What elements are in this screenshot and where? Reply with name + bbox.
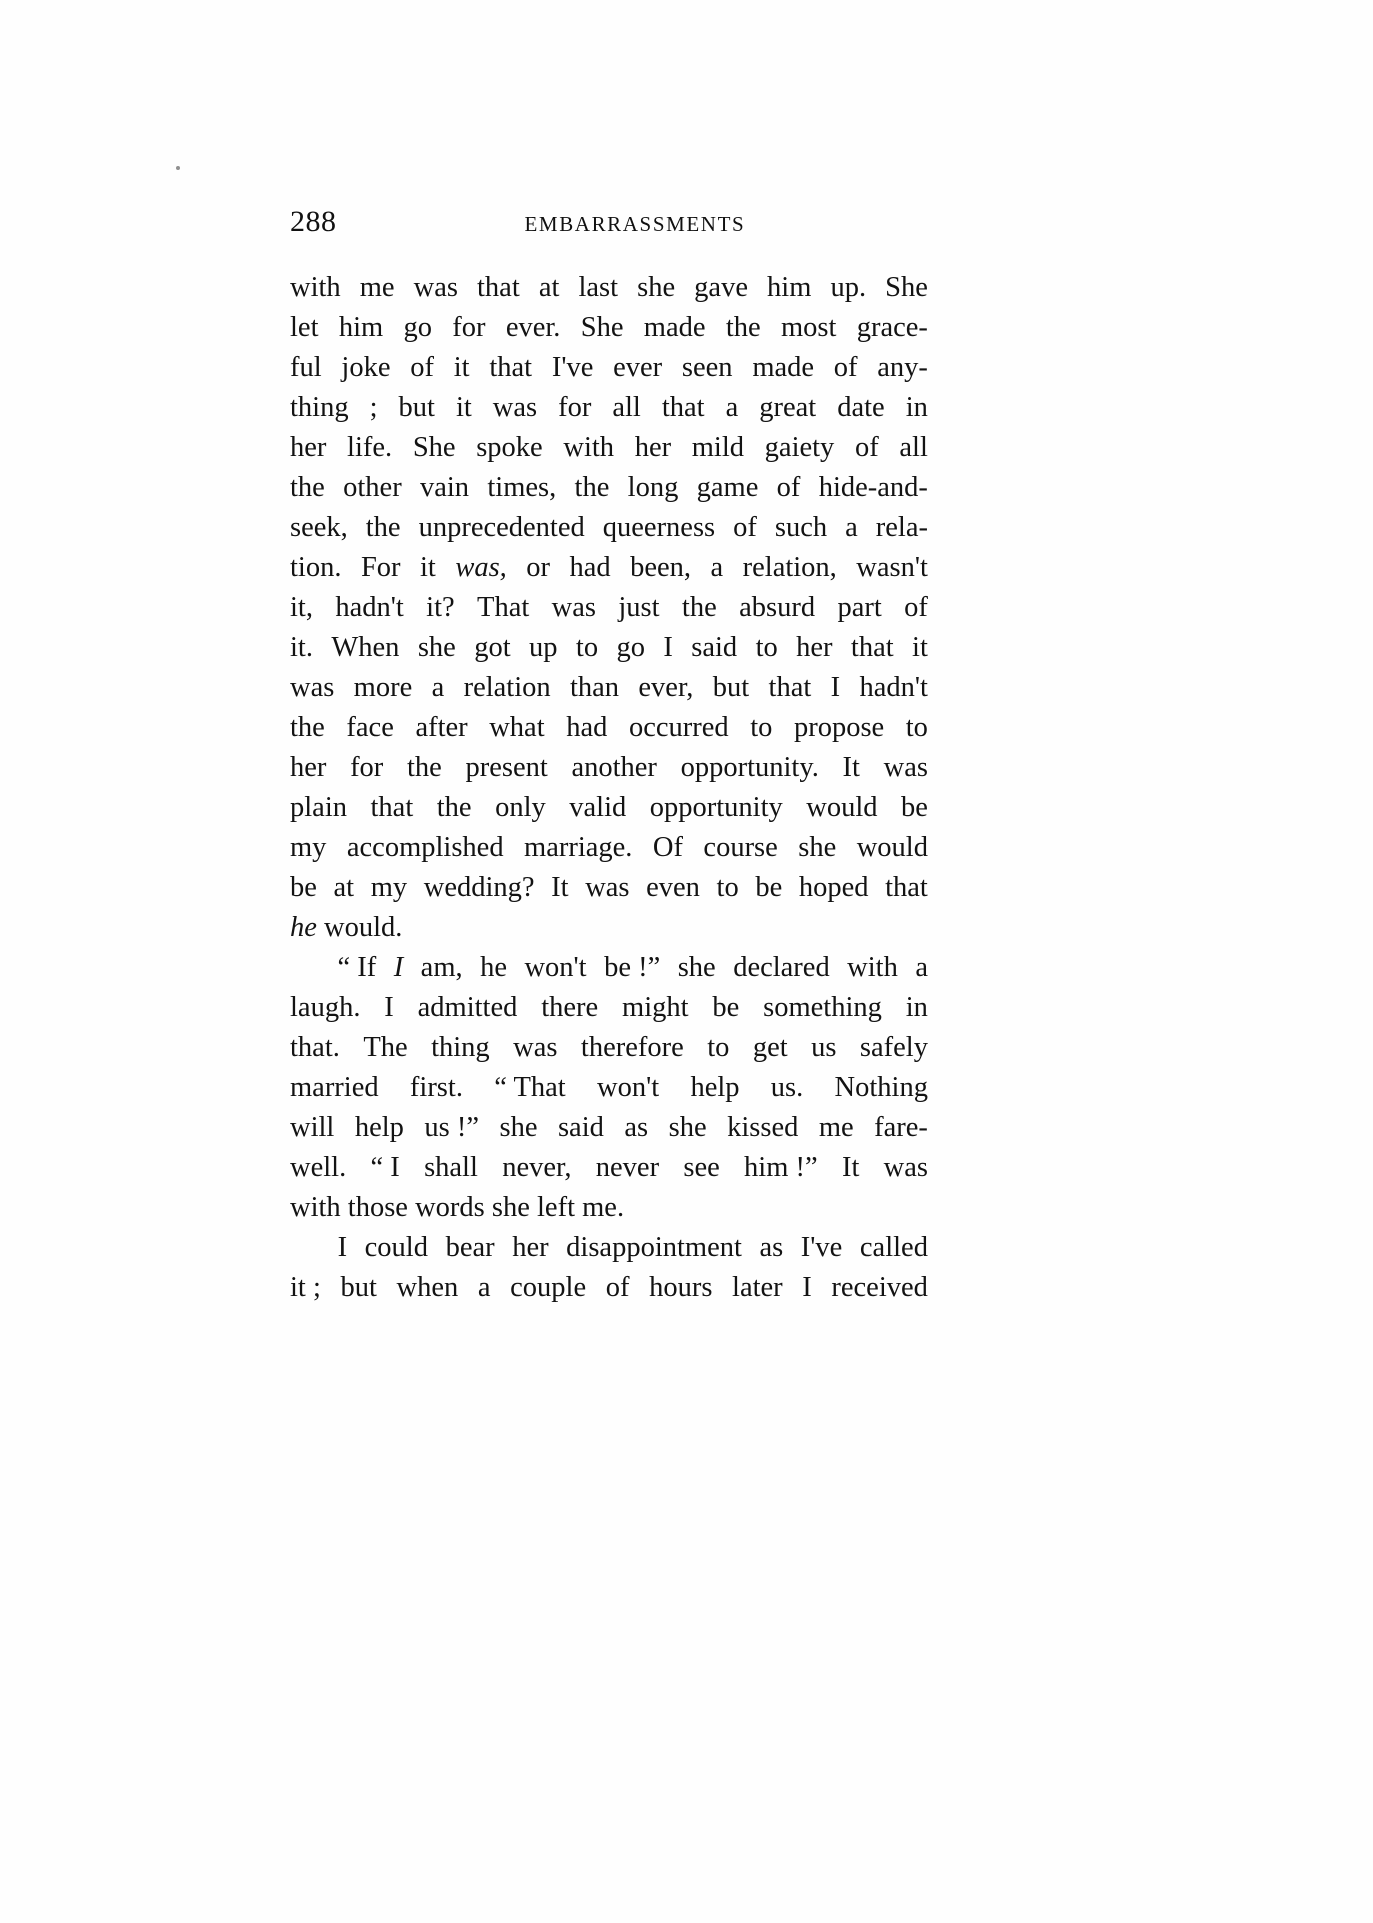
word: more: [353, 672, 413, 703]
word: he: [480, 952, 507, 983]
word: a: [431, 672, 445, 703]
word: she: [637, 272, 676, 303]
word: that: [885, 872, 928, 903]
word: I've: [800, 1232, 843, 1263]
word: couple: [510, 1272, 587, 1303]
word: hours: [649, 1272, 713, 1303]
word: kissed: [727, 1112, 799, 1143]
text-line: [290, 428, 928, 468]
word: vain: [419, 472, 470, 503]
word: plain: [290, 792, 347, 823]
word: a: [845, 512, 858, 543]
word: her: [290, 752, 327, 783]
word: the: [290, 472, 325, 503]
text-line: [290, 1268, 928, 1308]
word: wedding?: [423, 872, 535, 903]
word: us: [811, 1032, 837, 1063]
body-text: [290, 268, 928, 1308]
word: she: [417, 632, 456, 663]
word: but: [712, 672, 750, 703]
word: be: [755, 872, 783, 903]
word: said: [691, 632, 738, 663]
word: to: [750, 712, 773, 743]
word: after: [415, 712, 468, 743]
word: I: [337, 1232, 348, 1263]
text-line: [290, 628, 928, 668]
word: For: [360, 552, 401, 583]
word: I: [830, 672, 841, 703]
word: last: [578, 272, 619, 303]
word: ever,: [638, 672, 694, 703]
page-number: 288: [290, 205, 337, 238]
text-line: [290, 908, 928, 948]
word: been,: [630, 552, 692, 583]
word: shall: [424, 1152, 478, 1183]
word: with: [563, 432, 615, 463]
word: with: [290, 272, 341, 303]
word: of: [854, 432, 879, 463]
word: go: [403, 312, 432, 343]
word: It: [551, 872, 569, 903]
word: seek,: [290, 512, 348, 543]
word: it: [453, 352, 470, 383]
word: thing: [290, 392, 349, 423]
word: unprecedented: [418, 512, 585, 543]
word: that: [477, 272, 520, 303]
text-line: [290, 748, 928, 788]
word: That: [477, 592, 530, 623]
word: gave: [694, 272, 748, 303]
word: in: [905, 392, 928, 423]
word: The: [363, 1032, 408, 1063]
word: but: [340, 1272, 377, 1303]
word: at: [333, 872, 355, 903]
word: for: [452, 312, 486, 343]
word: would: [806, 792, 878, 823]
word: in: [905, 992, 928, 1023]
word: great: [759, 392, 817, 423]
word: well.: [290, 1152, 347, 1183]
word: first.: [409, 1072, 463, 1103]
word: said: [557, 1112, 604, 1143]
word: was: [585, 872, 630, 903]
word: relation,: [742, 552, 837, 583]
word: ever: [613, 352, 663, 383]
word: disappointment: [566, 1232, 742, 1263]
word: other: [343, 472, 402, 503]
word: “ I: [370, 1152, 400, 1183]
text-line: [290, 388, 928, 428]
word: the: [725, 312, 761, 343]
text-line: [290, 1228, 928, 1268]
text-line: [290, 788, 928, 828]
word: it.: [290, 632, 313, 663]
word: he: [290, 912, 317, 943]
word: she: [499, 1112, 538, 1143]
word: me: [818, 1112, 854, 1143]
word: long: [627, 472, 679, 503]
word: with: [290, 1192, 341, 1223]
word: such: [774, 512, 828, 543]
word: be !”: [604, 952, 661, 983]
word: had: [566, 712, 608, 743]
word: rela-: [875, 512, 928, 543]
text-line: [290, 828, 928, 868]
word: a: [477, 1272, 491, 1303]
word: had: [569, 552, 611, 583]
word: it: [912, 632, 928, 663]
word: I: [384, 992, 394, 1023]
word: declared: [733, 952, 830, 983]
text-line: [290, 988, 928, 1028]
word: be: [290, 872, 317, 903]
word: what: [489, 712, 545, 743]
word: as: [624, 1112, 649, 1143]
word: bear: [445, 1232, 495, 1263]
word: all: [612, 392, 641, 423]
word: to: [575, 632, 599, 663]
word: it: [455, 392, 472, 423]
word: spoke: [476, 432, 543, 463]
word: any-: [877, 352, 928, 383]
text-line: [290, 348, 928, 388]
word: occurred: [628, 712, 729, 743]
word: mild: [691, 432, 745, 463]
word: him: [338, 312, 384, 343]
word: grace-: [856, 312, 928, 343]
paragraph-indent: [290, 948, 320, 988]
word: “ That: [494, 1072, 566, 1103]
word: that: [850, 632, 894, 663]
text-line: [290, 1068, 928, 1108]
word: her: [634, 432, 672, 463]
text-line: [290, 1148, 928, 1188]
text-line: [290, 588, 928, 628]
word: the: [365, 512, 401, 543]
word: that: [661, 392, 705, 423]
text-line: [290, 1028, 928, 1068]
word: when: [396, 1272, 459, 1303]
text-line: [290, 708, 928, 748]
word: It: [842, 752, 860, 783]
word: it?: [426, 592, 455, 623]
word: the: [406, 752, 442, 783]
word: I: [802, 1272, 812, 1303]
word: as: [759, 1232, 784, 1263]
word: was: [513, 1032, 558, 1063]
word: us.: [770, 1072, 804, 1103]
text-line: [290, 1108, 928, 1148]
word: might: [622, 992, 689, 1023]
word: made: [752, 352, 815, 383]
word: will: [290, 1112, 335, 1143]
word: called: [859, 1232, 928, 1263]
word: hoped: [798, 872, 869, 903]
word: at: [538, 272, 560, 303]
word: absurd: [739, 592, 816, 623]
word: be: [712, 992, 740, 1023]
word: game: [696, 472, 759, 503]
word: help: [354, 1112, 404, 1143]
text-line: [290, 948, 928, 988]
text-line: [290, 548, 928, 588]
word: I: [663, 632, 673, 663]
word: it,: [290, 592, 313, 623]
word: I: [393, 952, 404, 983]
word: was: [883, 752, 928, 783]
text-line: [290, 1188, 928, 1228]
word: a: [915, 952, 928, 983]
word: ever.: [505, 312, 561, 343]
page-speck: [176, 166, 180, 170]
running-head: EMBARRASSMENTS: [524, 212, 746, 236]
word: face: [346, 712, 394, 743]
word: therefore: [580, 1032, 684, 1063]
word: of: [605, 1272, 630, 1303]
word: hadn't: [859, 672, 928, 703]
word: opportunity: [649, 792, 783, 823]
word: to: [905, 712, 928, 743]
word: am,: [420, 952, 463, 983]
word: of: [410, 352, 434, 383]
word: my: [290, 832, 327, 863]
word: see: [683, 1152, 720, 1183]
word: than: [569, 672, 620, 703]
word: won't: [524, 952, 587, 983]
word: she: [677, 952, 716, 983]
word: valid: [569, 792, 627, 823]
word: be: [901, 792, 928, 823]
word: propose: [793, 712, 885, 743]
word: won't: [597, 1072, 660, 1103]
word: wasn't: [856, 552, 928, 583]
word: would.: [324, 912, 403, 943]
word: of: [833, 352, 858, 383]
word: part: [837, 592, 882, 623]
word: all: [899, 432, 928, 463]
word: left: [537, 1192, 575, 1223]
word: me: [359, 272, 395, 303]
word: him: [767, 272, 812, 303]
word: was,: [455, 552, 507, 583]
word: present: [465, 752, 548, 783]
word: hide-and-: [818, 472, 928, 503]
word: her: [512, 1232, 549, 1263]
word: was: [551, 592, 596, 623]
word: she: [668, 1112, 707, 1143]
word: words: [415, 1192, 485, 1223]
word: a: [725, 392, 739, 423]
word: that: [370, 792, 414, 823]
word: Nothing: [834, 1072, 928, 1103]
word: the: [681, 592, 717, 623]
word: queerness: [602, 512, 716, 543]
word: ;: [369, 392, 378, 423]
word: that: [489, 352, 533, 383]
word: never: [595, 1152, 660, 1183]
word: could: [364, 1232, 428, 1263]
word: another: [571, 752, 657, 783]
word: to: [755, 632, 778, 663]
word: for: [350, 752, 384, 783]
word: Of: [652, 832, 683, 863]
word: times,: [487, 472, 557, 503]
word: the: [290, 712, 325, 743]
word: the: [436, 792, 472, 823]
word: of: [733, 512, 757, 543]
word: it ;: [290, 1272, 321, 1303]
word: joke: [341, 352, 391, 383]
word: was: [492, 392, 538, 423]
word: ful: [290, 352, 322, 383]
text-line: [290, 268, 928, 308]
word: “ If: [337, 952, 377, 983]
word: accomplished: [346, 832, 504, 863]
word: him !”: [744, 1152, 818, 1183]
word: a: [710, 552, 724, 583]
word: my: [370, 872, 408, 903]
word: relation: [463, 672, 551, 703]
word: something: [763, 992, 882, 1023]
word: seen: [681, 352, 733, 383]
word: her: [290, 432, 327, 463]
word: She: [580, 312, 624, 343]
word: only: [495, 792, 546, 823]
word: most: [780, 312, 837, 343]
word: her: [796, 632, 833, 663]
word: got: [474, 632, 511, 663]
word: admitted: [417, 992, 518, 1023]
word: safely: [859, 1032, 928, 1063]
word: the: [574, 472, 610, 503]
word: that.: [290, 1032, 340, 1063]
word: marriage.: [524, 832, 633, 863]
text-line: [290, 868, 928, 908]
word: for: [558, 392, 592, 423]
word: It: [841, 1152, 860, 1183]
word: opportunity.: [680, 752, 819, 783]
word: get: [752, 1032, 788, 1063]
word: made: [643, 312, 706, 343]
word: later: [732, 1272, 783, 1303]
word: with: [847, 952, 898, 983]
word: that: [768, 672, 812, 703]
word: help: [690, 1072, 740, 1103]
word: never,: [502, 1152, 572, 1183]
word: she: [491, 1192, 530, 1223]
word: those: [347, 1192, 408, 1223]
word: just: [618, 592, 660, 623]
word: even: [646, 872, 700, 903]
word: date: [837, 392, 885, 423]
word: or: [526, 552, 551, 583]
word: She: [885, 272, 928, 303]
word: was: [413, 272, 458, 303]
word: When: [331, 632, 400, 663]
word: of: [776, 472, 801, 503]
word: gaiety: [764, 432, 835, 463]
word: married: [290, 1072, 379, 1103]
word: to: [716, 872, 739, 903]
word: laugh.: [290, 992, 361, 1023]
page-header: [290, 205, 930, 239]
word: She: [412, 432, 456, 463]
word: life.: [347, 432, 393, 463]
word: hadn't: [335, 592, 404, 623]
word: would: [856, 832, 928, 863]
word: was: [883, 1152, 928, 1183]
word: fare-: [874, 1112, 928, 1143]
word: let: [290, 312, 319, 343]
word: of: [904, 592, 928, 623]
text-line: [290, 468, 928, 508]
word: up: [529, 632, 558, 663]
word: it: [420, 552, 436, 583]
word: she: [798, 832, 837, 863]
word: received: [831, 1272, 928, 1303]
word: tion.: [290, 552, 342, 583]
word: up.: [830, 272, 867, 303]
word: there: [541, 992, 599, 1023]
text-line: [290, 668, 928, 708]
word: me.: [582, 1192, 625, 1223]
text-line: [290, 308, 928, 348]
word: but: [398, 392, 435, 423]
word: us !”: [424, 1112, 479, 1143]
word: to: [707, 1032, 730, 1063]
paragraph-indent: [290, 1228, 320, 1268]
word: course: [703, 832, 778, 863]
word: thing: [431, 1032, 490, 1063]
word: was: [290, 672, 335, 703]
word: I've: [551, 352, 594, 383]
text-line: [290, 508, 928, 548]
word: go: [616, 632, 645, 663]
